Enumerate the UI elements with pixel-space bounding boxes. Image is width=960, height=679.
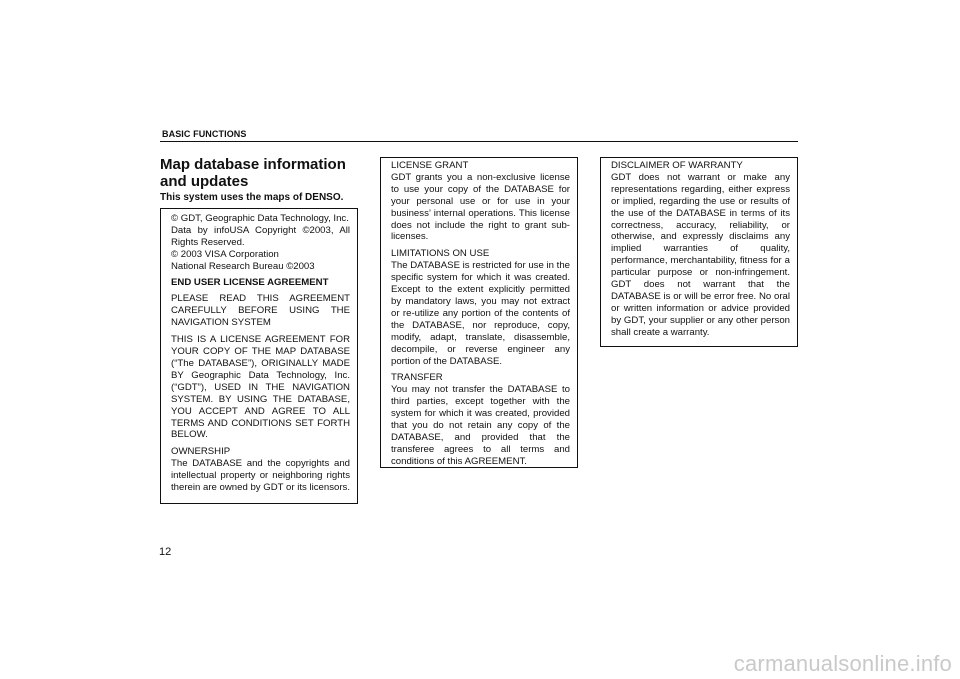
header-divider (160, 141, 798, 142)
transfer-text: You may not transfer the DATABASE to third parties, except together with the system for which it was created, provided that you do not retain any copy of the DATABASE, and provided that the transferee agrees to all terms and conditions of this AGREEMENT. (391, 384, 570, 467)
copyright-line-nrb: National Research Bureau ©2003 (171, 260, 315, 272)
eula-title: END USER LICENSE AGREEMENT (171, 276, 329, 288)
section-header: BASIC FUNCTIONS (162, 129, 247, 139)
license-grant-heading: LICENSE GRANT (391, 160, 469, 171)
limitations-heading: LIMITATIONS ON USE (391, 248, 490, 260)
copyright-box (160, 208, 358, 504)
transfer-heading: TRANSFER (391, 372, 443, 384)
ownership-text: The DATABASE and the copyrights and intellectual property or neighboring rights therein are owned by GDT or its licensors. (171, 458, 350, 494)
disclaimer-box (600, 157, 798, 347)
page-subtitle: This system uses the maps of DENSO. (160, 192, 344, 203)
copyright-line-gdt: © GDT, Geographic Data Technology, Inc. (171, 213, 349, 224)
ownership-heading: OWNERSHIP (171, 446, 231, 458)
disclaimer-heading: DISCLAIMER OF WARRANTY (611, 160, 743, 171)
agreement-text: THIS IS A LICENSE AGREEMENT FOR YOUR COPY OF THE MAP DATABASE (“The DATABASE”), ORIGINALLY MADE BY Geographic Data Technology, Inc. (“GDT”), USED IN THE NAVIGATION SYSTEM. BY USING THE DATABASE, YOU ACCEPT AND AGREE TO ALL TERMS AND CONDITIONS SET FORTH BELOW. (171, 334, 350, 441)
page-number: 12 (159, 546, 172, 558)
watermark: carmanualsonline.info (733, 651, 952, 676)
read-notice: PLEASE READ THIS AGREEMENT CAREFULLY BEFORE USING THE NAVIGATION SYSTEM (171, 293, 350, 329)
copyright-line-infousa: Data by infoUSA Copyright ©2003, All Rights Reserved. (171, 224, 350, 248)
limitations-text: The DATABASE is restricted for use in the specific system for which it was created. Except to the extent explicitly permitted by mandatory laws, you may not extract or re-utilize any portion of the contents of the DATABASE, nor reproduce, copy, modify, adapt, translate, disassemble, decompile, or reverse engineer any portion of the DATABASE. (391, 260, 570, 367)
copyright-line-visa: © 2003 VISA Corporation (171, 248, 279, 260)
page-title: Map database information and updates (160, 156, 346, 190)
license-grant-text: GDT grants you a non-exclusive license to use your copy of the DATABASE for your personal use or for use in your business’ internal operations. This license does not include the right to grant sub-licenses. (391, 171, 570, 243)
disclaimer-text: GDT does not warrant or make any representations regarding, either express or implied, regarding the use or results of the use of the DATABASE in terms of its correctness, accuracy, reliability, or otherwise, and expressly disclaims any implied warranties of quality, performance, merchantability, fitness for a particular purpose or non-infringement. GDT does not warrant that the DATABASE is or will be error free. No oral or written information or advice provided by GDT, your supplier or any other person shall create a warranty. (611, 171, 790, 338)
license-box (380, 157, 578, 468)
